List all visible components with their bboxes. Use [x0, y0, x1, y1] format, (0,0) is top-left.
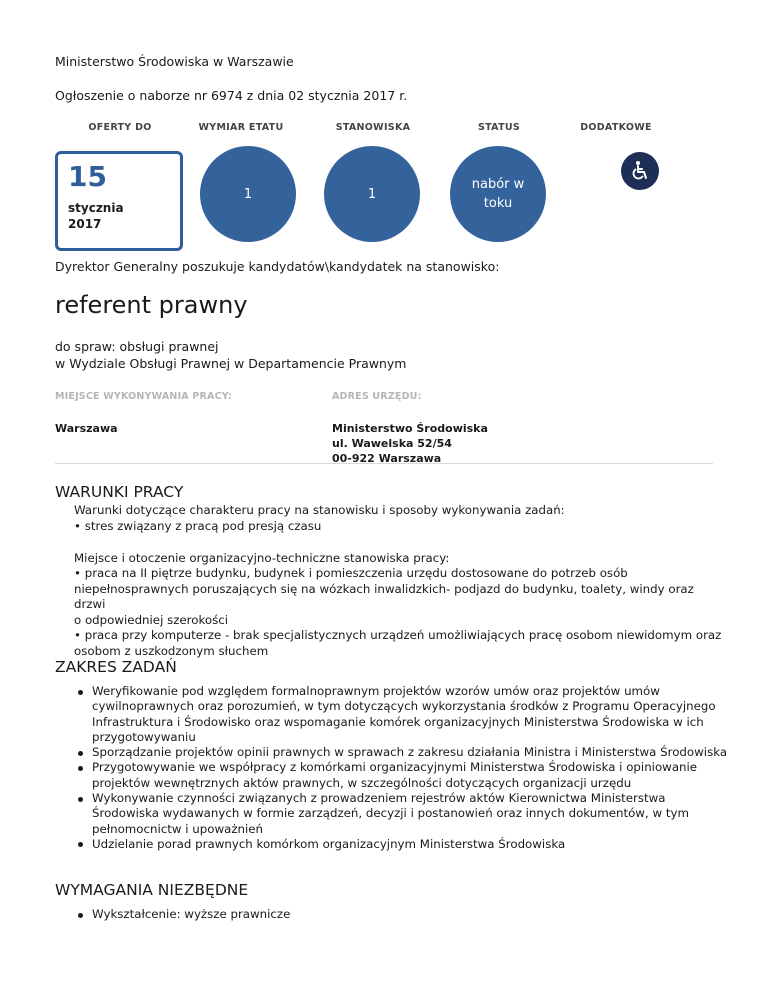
label-extra: DODATKOWE: [580, 122, 652, 133]
job-title: referent prawny: [55, 291, 248, 319]
intro-text: Dyrektor Generalny poszukuje kandydatów\kandydatek na stanowisko:: [55, 259, 500, 274]
section-divider: [55, 463, 713, 464]
conditions-line: Miejsce i otoczenie organizacyjno-techniczne stanowiska pracy:: [74, 550, 450, 565]
label-status: STATUS: [477, 122, 521, 133]
announcement-title: Ogłoszenie o naborze nr 6974 z dnia 02 stycznia 2017 r.: [55, 88, 408, 103]
list-item: Wykształcenie: wyższe prawnicze: [74, 907, 734, 922]
address-line: Ministerstwo Środowiska: [332, 422, 488, 435]
label-hours: WYMIAR ETATU: [198, 122, 284, 133]
conditions-line: • stres związany z pracą pod presją czasu: [74, 518, 322, 533]
wheelchair-icon: [621, 152, 659, 190]
scope-line-2: w Wydziale Obsługi Prawnej w Departamencie Prawnym: [55, 356, 407, 371]
address-line: 00-922 Warszawa: [332, 452, 442, 465]
conditions-line: osobom z uszkodzonym słuchem: [74, 643, 269, 658]
list-item: Przygotowywanie we współpracy z komórkami organizacyjnymi Ministerstwa Środowiska i opiniowanie projektów wewnętrznych aktów prawnych, w szczególności dotyczących organizacji urzędu: [74, 760, 734, 791]
conditions-text: [74, 503, 724, 659]
conditions-title: WARUNKI PRACY: [55, 483, 184, 501]
list-item: Wykonywanie czynności związanych z prowadzeniem rejestrów aktów Kierownictwa Ministerstwa Środowiska wydawanych w formie zarządzeń, decyzji i postanowień oraz innych dokumentów, w tym pełnomocnictw i upoważnień: [74, 791, 734, 837]
conditions-line: • praca na II piętrze budynku, budynek i pomieszczenia urzędu dostosowane do potrzeb osób: [74, 566, 628, 580]
conditions-line: niepełnosprawnych poruszających się na wózkach inwalidzkich- podjazd do budynku, toalety, windy oraz drzwi: [74, 581, 694, 611]
positions-circle: [324, 146, 420, 242]
label-positions: STANOWISKA: [335, 122, 411, 133]
address-line: ul. Wawelska 52/54: [332, 437, 452, 450]
list-item: Sporządzanie projektów opinii prawnych w sprawach z zakresu działania Ministra i Ministerstwa Środowiska: [74, 745, 734, 760]
duties-list: [74, 684, 734, 852]
scope-line-1: do spraw: obsługi prawnej: [55, 339, 219, 354]
positions-value: 1: [367, 186, 377, 202]
org-name: Ministerstwo Środowiska w Warszawie: [55, 54, 294, 69]
conditions-line: [74, 534, 724, 550]
deadline-day: 15: [68, 160, 107, 193]
status-value: nabór w toku: [471, 177, 525, 211]
deadline-month: stycznia: [68, 201, 124, 215]
requirements-title: WYMAGANIA NIEZBĘDNE: [55, 881, 249, 899]
requirements-list: [74, 907, 734, 922]
conditions-line: • praca przy komputerze - brak specjalistycznych urządzeń umożliwiających pracę osobom niewidomym oraz: [74, 628, 722, 642]
status-circle: [450, 146, 546, 242]
deadline-box: [55, 151, 183, 251]
hours-circle: [200, 146, 296, 242]
list-item: Weryfikowanie pod względem formalnoprawnym projektów wzorów umów oraz projektów umów cywilnoprawnych oraz porozumień, w tym dotyczących wykorzystania środków z Programu Operacyjnego Infrastruktura i Środowisko oraz wspomaganie komórek organizacyjnych Ministerstwa Środowiska w ich przygotowywaniu: [74, 684, 734, 745]
address-value: [332, 421, 488, 466]
place-value: Warszawa: [55, 422, 118, 435]
conditions-line: o odpowiedniej szerokości: [74, 612, 229, 627]
deadline-year: 2017: [68, 217, 102, 231]
hours-value: 1: [243, 186, 253, 202]
list-item: Udzielanie porad prawnych komórkom organizacyjnym Ministerstwa Środowiska: [74, 837, 734, 852]
label-offers: OFERTY DO: [88, 122, 152, 133]
address-label: ADRES URZĘDU:: [332, 391, 422, 402]
conditions-line: Warunki dotyczące charakteru pracy na stanowisku i sposoby wykonywania zadań:: [74, 503, 565, 517]
place-label: MIEJSCE WYKONYWANIA PRACY:: [55, 391, 233, 402]
duties-title: ZAKRES ZADAŃ: [55, 658, 177, 676]
